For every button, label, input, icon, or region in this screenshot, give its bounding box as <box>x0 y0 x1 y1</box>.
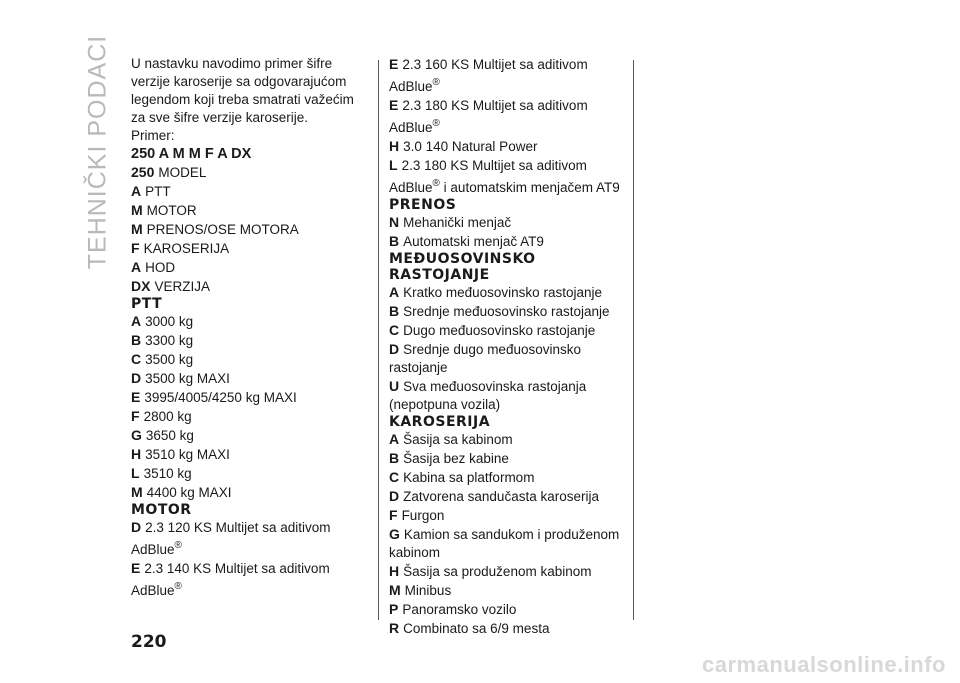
motor-line2 <box>389 74 629 96</box>
ptt-code: L <box>131 465 140 481</box>
ptt-text: 3500 kg <box>145 352 194 367</box>
razmak-item <box>389 321 629 340</box>
karoserija-code: D <box>389 488 400 504</box>
legend-text: MOTOR <box>146 203 197 218</box>
karoserija-heading: KAROSERIJA <box>389 414 491 430</box>
legend-code: M <box>131 221 143 237</box>
prenos-code: N <box>389 214 400 230</box>
column-divider-right <box>633 60 634 620</box>
razmak-code: D <box>389 341 400 357</box>
motor-code: D <box>131 519 142 535</box>
legend-text: MODEL <box>158 165 207 180</box>
karoserija-item <box>389 487 629 506</box>
legend-code: F <box>131 240 140 256</box>
motor-item <box>389 137 629 156</box>
ptt-item <box>131 312 371 331</box>
karoserija-item <box>389 506 629 525</box>
ptt-text: 3500 kg MAXI <box>145 371 230 386</box>
legend-item <box>131 258 371 277</box>
ptt-code: C <box>131 351 142 367</box>
registered-mark: ® <box>432 118 440 129</box>
legend-text: KAROSERIJA <box>143 241 230 256</box>
motor-code: L <box>389 157 398 173</box>
razmak-heading: MEĐUOSOVINSKO <box>389 251 536 267</box>
prenos-item <box>389 213 629 232</box>
legend-code: A <box>131 259 142 275</box>
karoserija-text: Šasija bez kabine <box>403 451 509 466</box>
ptt-item <box>131 445 371 464</box>
ptt-item <box>131 369 371 388</box>
prenos-code: B <box>389 233 400 249</box>
primer-label: Primer: <box>131 128 175 143</box>
footer-watermark: carmanualsonline.info <box>702 652 946 677</box>
motor-text: 2.3 120 KS Multijet sa aditivom <box>145 520 331 535</box>
karoserija-code: G <box>389 526 400 542</box>
ptt-item <box>131 388 371 407</box>
motor-line2 <box>389 175 629 197</box>
ptt-item <box>131 483 371 502</box>
razmak-line2: (nepotpuna vozila) <box>389 397 501 412</box>
karoserija-item <box>389 562 629 581</box>
legend-code: DX <box>131 278 151 294</box>
motor-text: 2.3 180 KS Multijet sa aditivom <box>402 98 588 113</box>
karoserija-text: Minibus <box>404 583 452 598</box>
ptt-code: B <box>131 332 142 348</box>
razmak-code: U <box>389 378 400 394</box>
razmak-text: Srednje međuosovinsko rastojanje <box>403 304 610 319</box>
prenos-item <box>389 232 629 251</box>
ptt-code: E <box>131 389 141 405</box>
legend-code: M <box>131 202 143 218</box>
prenos-heading: PRENOS <box>389 197 457 213</box>
karoserija-line2: kabinom <box>389 545 441 560</box>
ptt-code: D <box>131 370 142 386</box>
ptt-text: 4400 kg MAXI <box>146 485 232 500</box>
karoserija-item <box>389 600 629 619</box>
intro-line: legendom koji treba smatrati važećim <box>131 92 354 107</box>
adblue-text: AdBlue <box>389 180 433 195</box>
ptt-item <box>131 331 371 350</box>
motor-item <box>389 96 629 115</box>
prenos-text: Mehanički menjač <box>403 215 512 230</box>
karoserija-item <box>389 525 629 544</box>
motor-item <box>389 156 629 175</box>
karoserija-text: Šasija sa produženom kabinom <box>403 564 592 579</box>
razmak-text: Sva međuosovinska rastojanja <box>403 379 587 394</box>
karoserija-item <box>389 581 629 600</box>
karoserija-item <box>389 468 629 487</box>
ptt-item <box>131 464 371 483</box>
karoserija-code: H <box>389 563 400 579</box>
razmak-code: B <box>389 303 400 319</box>
razmak-item <box>389 283 629 302</box>
intro-line: za sve šifre verzije karoserije. <box>131 110 309 125</box>
legend-code: 250 <box>131 164 155 180</box>
ptt-text: 2800 kg <box>143 409 192 424</box>
razmak-line2: rastojanje <box>389 360 448 375</box>
legend-item <box>131 220 371 239</box>
ptt-item <box>131 350 371 369</box>
legend-item <box>131 182 371 201</box>
adblue-text: AdBlue <box>131 542 175 557</box>
karoserija-text: Kamion sa sandukom i produženom <box>403 527 620 542</box>
ptt-item <box>131 407 371 426</box>
motor-line2-tail: i automatskim menjačem AT9 <box>439 180 620 195</box>
ptt-text: 3995/4005/4250 kg MAXI <box>144 390 297 405</box>
razmak-text: Srednje dugo međuosovinsko <box>403 342 581 357</box>
intro-line: verzije karoserije sa odgovarajućom <box>131 74 347 89</box>
motor-text: 3.0 140 Natural Power <box>403 139 538 154</box>
section-side-title-text: TEHNIČKI PODACI <box>83 34 112 270</box>
legend-item <box>131 239 371 258</box>
razmak-code: C <box>389 322 400 338</box>
ptt-item <box>131 426 371 445</box>
karoserija-code: C <box>389 469 400 485</box>
motor-code: E <box>389 56 399 72</box>
ptt-text: 3510 kg <box>143 466 192 481</box>
karoserija-code: P <box>389 601 399 617</box>
registered-mark: ® <box>432 178 440 189</box>
registered-mark: ® <box>174 540 182 551</box>
razmak-code: A <box>389 284 400 300</box>
ptt-code: A <box>131 313 142 329</box>
page-number: 220 <box>131 632 167 652</box>
razmak-text: Dugo međuosovinsko rastojanje <box>403 323 596 338</box>
column-2 <box>389 55 629 638</box>
karoserija-code: F <box>389 507 398 523</box>
karoserija-item <box>389 430 629 449</box>
motor-code: E <box>389 97 399 113</box>
motor-line2 <box>131 578 371 600</box>
karoserija-text: Furgon <box>401 508 445 523</box>
razmak-item <box>389 377 629 396</box>
ptt-heading: PTT <box>131 296 163 312</box>
motor-line2 <box>131 537 371 559</box>
ptt-text: 3300 kg <box>145 333 194 348</box>
motor-item <box>131 518 371 537</box>
karoserija-code: R <box>389 620 400 636</box>
registered-mark: ® <box>432 77 440 88</box>
karoserija-text: Combinato sa 6/9 mesta <box>403 621 550 636</box>
motor-heading: MOTOR <box>131 502 192 518</box>
razmak-text: Kratko međuosovinsko rastojanje <box>403 285 602 300</box>
karoserija-text: Panoramsko vozilo <box>402 602 517 617</box>
karoserija-item <box>389 619 629 638</box>
intro-line: U nastavku navodimo primer šifre <box>131 56 333 71</box>
ptt-code: H <box>131 446 142 462</box>
motor-code: H <box>389 138 400 154</box>
razmak-heading-2: RASTOJANJE <box>389 267 490 283</box>
ptt-code: G <box>131 427 142 443</box>
column-1 <box>131 55 371 600</box>
adblue-text: AdBlue <box>131 583 175 598</box>
legend-item <box>131 201 371 220</box>
adblue-text: AdBlue <box>389 79 433 94</box>
ptt-text: 3000 kg <box>145 314 194 329</box>
section-side-title <box>82 34 114 270</box>
registered-mark: ® <box>174 581 182 592</box>
legend-text: PTT <box>145 184 171 199</box>
ptt-code: F <box>131 408 140 424</box>
ptt-text: 3650 kg <box>145 428 194 443</box>
ptt-code: M <box>131 484 143 500</box>
legend-text: VERZIJA <box>154 279 210 294</box>
karoserija-code: A <box>389 431 400 447</box>
karoserija-item <box>389 449 629 468</box>
ptt-text: 3510 kg MAXI <box>145 447 230 462</box>
column-divider-left <box>378 60 379 620</box>
motor-item <box>131 559 371 578</box>
prenos-text: Automatski menjač AT9 <box>403 234 544 249</box>
adblue-text: AdBlue <box>389 120 433 135</box>
legend-text: HOD <box>145 260 176 275</box>
karoserija-text: Šasija sa kabinom <box>403 432 513 447</box>
legend-item <box>131 163 371 182</box>
motor-item <box>389 55 629 74</box>
motor-text: 2.3 140 KS Multijet sa aditivom <box>144 561 330 576</box>
karoserija-text: Zatvorena sandučasta karoserija <box>403 489 599 504</box>
motor-line2 <box>389 115 629 137</box>
legend-code: A <box>131 183 142 199</box>
legend-item <box>131 277 371 296</box>
motor-text: 2.3 180 KS Multijet sa aditivom <box>401 158 587 173</box>
example-code: 250 A M M F A DX <box>131 146 252 162</box>
razmak-item <box>389 302 629 321</box>
razmak-item <box>389 340 629 359</box>
legend-text: PRENOS/OSE MOTORA <box>146 222 299 237</box>
karoserija-text: Kabina sa platformom <box>403 470 535 485</box>
karoserija-code: M <box>389 582 401 598</box>
karoserija-code: B <box>389 450 400 466</box>
motor-code: E <box>131 560 141 576</box>
motor-text: 2.3 160 KS Multijet sa aditivom <box>402 57 588 72</box>
